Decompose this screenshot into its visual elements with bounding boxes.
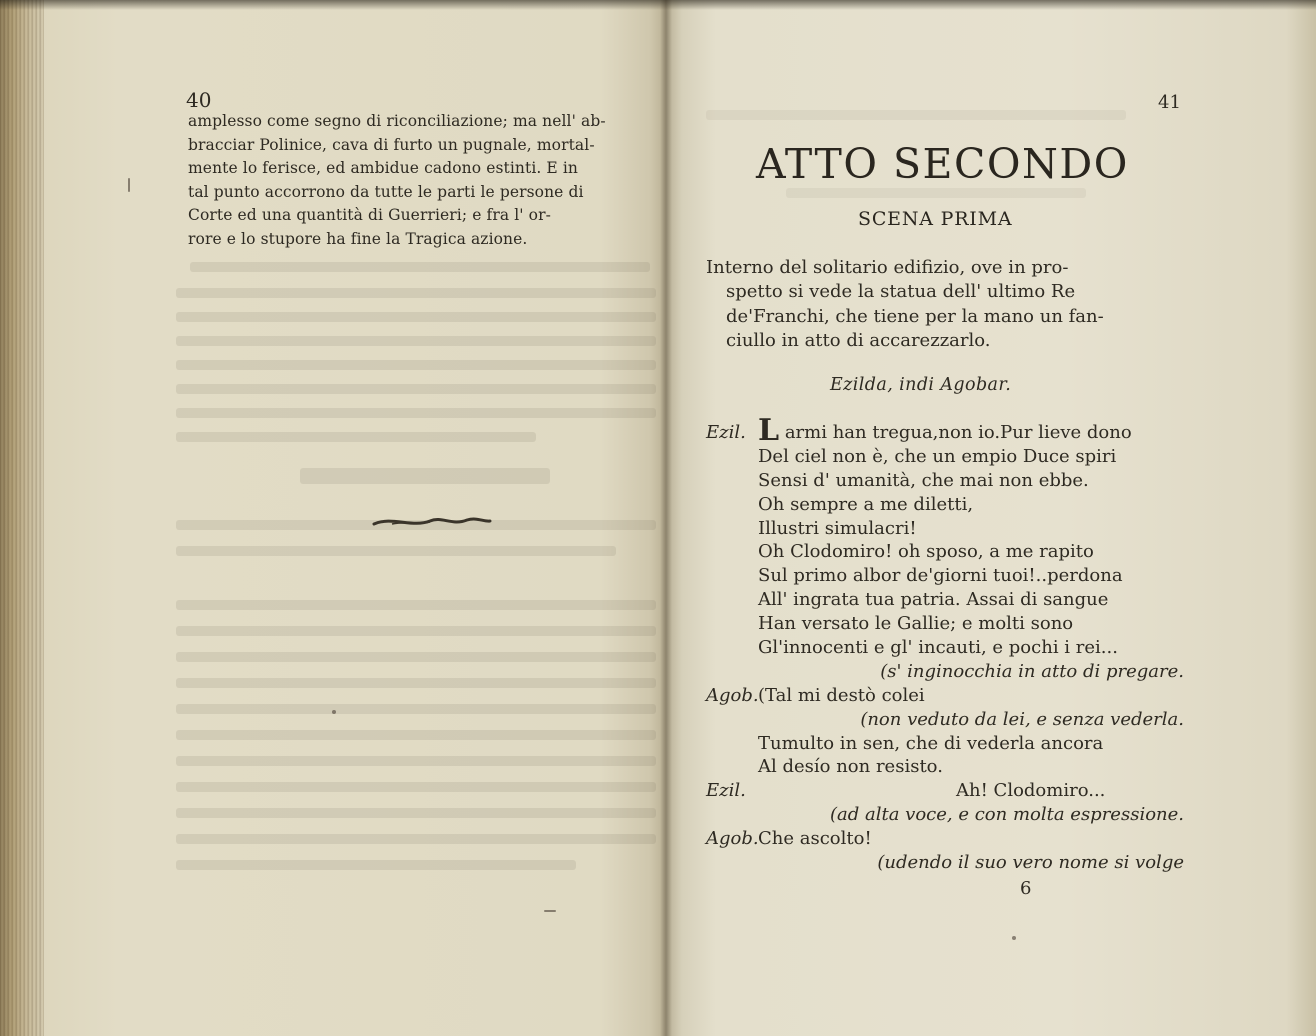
- verse-row: [706, 445, 1192, 469]
- show-through: [176, 288, 656, 298]
- paper-speck: [544, 910, 556, 912]
- verse-row: [706, 517, 1192, 541]
- text-line: bracciar Polinice, cava di furto un pugnale, mortal-: [188, 135, 595, 154]
- top-shadow: [0, 0, 1316, 10]
- verse-row: [706, 803, 1192, 827]
- verse-line: [758, 413, 1132, 448]
- text-line: rore e lo stupore ha fine la Tragica azione.: [188, 229, 528, 248]
- show-through: [176, 546, 616, 556]
- speaker-label: Ezil.: [706, 780, 746, 802]
- show-through: [176, 600, 656, 610]
- verse-row: [706, 684, 1192, 708]
- verse-line: Oh Clodomiro! oh sposo, a me rapito: [758, 541, 1094, 563]
- show-through: [176, 432, 536, 442]
- verse-line: Illustri simulacri!: [758, 517, 917, 539]
- verse-text: armi han tregua,non io.Pur lieve dono: [784, 422, 1132, 443]
- show-through: [176, 408, 656, 418]
- verse-row: [706, 564, 1192, 588]
- text-line: Corte ed una quantità di Guerrieri; e fra l' or-: [188, 206, 551, 225]
- verse-row: [706, 827, 1192, 851]
- verse-line: Del ciel non è, che un empio Duce spiri: [758, 445, 1117, 467]
- verse-row: [706, 612, 1192, 636]
- verse-row: [706, 660, 1192, 684]
- show-through: [706, 110, 1126, 120]
- show-through: [176, 312, 656, 322]
- stage-direction: [706, 256, 1186, 354]
- page-number: 40: [186, 88, 212, 112]
- verse-row: [706, 708, 1192, 732]
- show-through: [300, 468, 550, 484]
- show-through: [176, 360, 656, 370]
- verse-line: Al desío non resisto.: [758, 756, 943, 778]
- stage-line: Interno del solitario edifizio, ove in pro-: [706, 257, 1069, 278]
- verse-row: [706, 851, 1192, 875]
- show-through: [786, 188, 1086, 198]
- verse-line: Oh sempre a me diletti,: [758, 493, 974, 515]
- show-through: [176, 336, 656, 346]
- verse-line: Sul primo albor de'giorni tuoi!..perdona: [758, 565, 1123, 587]
- verse-line: Ah! Clodomiro...: [956, 780, 1106, 802]
- act-title: ATTO SECONDO: [756, 140, 1129, 188]
- show-through: [176, 834, 656, 844]
- stage-aside: (non veduto da lei, e senza vederla.: [860, 708, 1184, 730]
- page-edge-stack: [0, 0, 44, 1036]
- stage-line: spetto si vede la statua dell' ultimo Re: [726, 281, 1076, 303]
- signature-mark: 6: [1020, 878, 1032, 899]
- verse-line: (Tal mi destò colei: [758, 684, 925, 706]
- verse-line: Gl'innocenti e gl' incauti, e pochi i rei...: [758, 637, 1118, 659]
- show-through: [176, 678, 656, 688]
- text-line: amplesso come segno di riconciliazione; ma nell' ab-: [188, 112, 606, 130]
- verse-line: All' ingrata tua patria. Assai di sangue: [758, 589, 1109, 611]
- show-through: [176, 704, 656, 714]
- show-through: [176, 808, 656, 818]
- show-through: [190, 262, 650, 272]
- verse-row: [706, 636, 1192, 660]
- verse-row: [706, 540, 1192, 564]
- show-through: [176, 652, 656, 662]
- text-line: tal punto accorrono da tutte le parti le persone di: [188, 182, 584, 201]
- show-through: [176, 384, 656, 394]
- paper-speck: [332, 710, 336, 714]
- closing-paragraph: [188, 110, 658, 252]
- show-through: [176, 756, 656, 766]
- show-through: [176, 626, 656, 636]
- book-gutter: [660, 0, 672, 1036]
- show-through: [176, 730, 656, 740]
- text-line: mente lo ferisce, ed ambidue cadono estinti. E in: [188, 159, 579, 178]
- verse-row: [706, 779, 1192, 803]
- verse-row: [706, 413, 1192, 448]
- verse-dialogue: [706, 413, 1192, 875]
- tailpiece-ornament: [372, 512, 492, 532]
- verse-line: Che ascolto!: [758, 828, 872, 850]
- stage-aside: (s' inginocchia in atto di pregare.: [880, 660, 1184, 682]
- speaker-label: Agob.: [706, 684, 759, 706]
- speaker-label: Agob.: [706, 828, 759, 850]
- verse-row: [706, 732, 1192, 756]
- stage-aside: (udendo il suo vero nome si volge: [877, 852, 1184, 874]
- speaker-label: Ezil.: [706, 422, 746, 443]
- verse-row: [706, 469, 1192, 493]
- stage-line: de'Franchi, che tiene per la mano un fan-: [726, 305, 1104, 327]
- stage-line: ciullo in atto di accarezzarlo.: [726, 330, 991, 352]
- verse-line: Han versato le Gallie; e molti sono: [758, 613, 1074, 635]
- show-through: [176, 782, 656, 792]
- paper-speck: [1012, 936, 1016, 940]
- show-through: [176, 860, 576, 870]
- drop-cap: L: [758, 413, 780, 448]
- character-list: Ezilda, indi Agobar.: [830, 375, 1012, 395]
- page-number: 41: [1158, 92, 1181, 113]
- verse-line: Sensi d' umanità, che mai non ebbe.: [758, 469, 1089, 491]
- scene-title: SCENA PRIMA: [858, 208, 1013, 230]
- stage-aside: (ad alta voce, e con molta espressione.: [829, 804, 1184, 826]
- paper-speck: [128, 178, 130, 192]
- verse-row: [706, 588, 1192, 612]
- verse-row: [706, 755, 1192, 779]
- verse-line: Tumulto in sen, che di vederla ancora: [758, 732, 1104, 754]
- verse-row: [706, 493, 1192, 517]
